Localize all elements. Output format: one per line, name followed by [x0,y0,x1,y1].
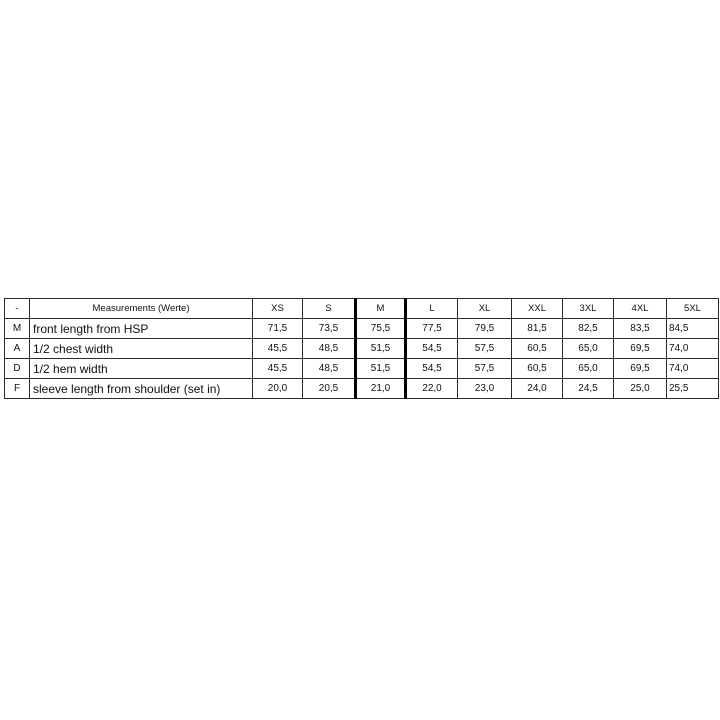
value-cell: 45,5 [253,359,303,379]
row-label-cell: 1/2 chest width [30,339,253,359]
header-size-xl: XL [458,299,512,319]
header-size-3xl: 3XL [563,299,614,319]
value-cell: 77,5 [406,319,458,339]
value-cell: 23,0 [458,379,512,399]
value-cell: 83,5 [614,319,667,339]
row-code-cell: D [5,359,30,379]
value-cell: 21,0 [356,379,406,399]
value-cell: 25,0 [614,379,667,399]
value-cell: 48,5 [303,339,356,359]
value-cell: 54,5 [406,339,458,359]
header-size-5xl: 5XL [667,299,719,319]
size-chart-table [4,298,719,399]
value-cell: 69,5 [614,359,667,379]
value-cell: 51,5 [356,339,406,359]
table-row [5,379,719,399]
row-code-cell: M [5,319,30,339]
value-cell: 22,0 [406,379,458,399]
header-size-m: M [356,299,406,319]
header-measurement-cell: Measurements (Werte) [30,299,253,319]
value-cell: 24,0 [512,379,563,399]
header-row [5,299,719,319]
value-cell: 51,5 [356,359,406,379]
table-row [5,359,719,379]
value-cell: 74,0 [667,339,719,359]
value-cell: 82,5 [563,319,614,339]
table-row [5,339,719,359]
value-cell: 24,5 [563,379,614,399]
header-code-cell: - [5,299,30,319]
header-size-xxl: XXL [512,299,563,319]
row-code-cell: A [5,339,30,359]
value-cell: 69,5 [614,339,667,359]
value-cell: 45,5 [253,339,303,359]
value-cell: 71,5 [253,319,303,339]
value-cell: 75,5 [356,319,406,339]
value-cell: 81,5 [512,319,563,339]
row-label-cell: sleeve length from shoulder (set in) [30,379,253,399]
value-cell: 57,5 [458,339,512,359]
value-cell: 60,5 [512,339,563,359]
value-cell: 20,5 [303,379,356,399]
value-cell: 20,0 [253,379,303,399]
value-cell: 48,5 [303,359,356,379]
value-cell: 73,5 [303,319,356,339]
row-code-cell: F [5,379,30,399]
value-cell: 65,0 [563,339,614,359]
row-label-cell: front length from HSP [30,319,253,339]
value-cell: 60,5 [512,359,563,379]
value-cell: 65,0 [563,359,614,379]
value-cell: 54,5 [406,359,458,379]
header-size-l: L [406,299,458,319]
value-cell: 74,0 [667,359,719,379]
table-row [5,319,719,339]
header-size-xs: XS [253,299,303,319]
row-label-cell: 1/2 hem width [30,359,253,379]
header-size-4xl: 4XL [614,299,667,319]
value-cell: 25,5 [667,379,719,399]
value-cell: 84,5 [667,319,719,339]
header-size-s: S [303,299,356,319]
value-cell: 57,5 [458,359,512,379]
value-cell: 79,5 [458,319,512,339]
